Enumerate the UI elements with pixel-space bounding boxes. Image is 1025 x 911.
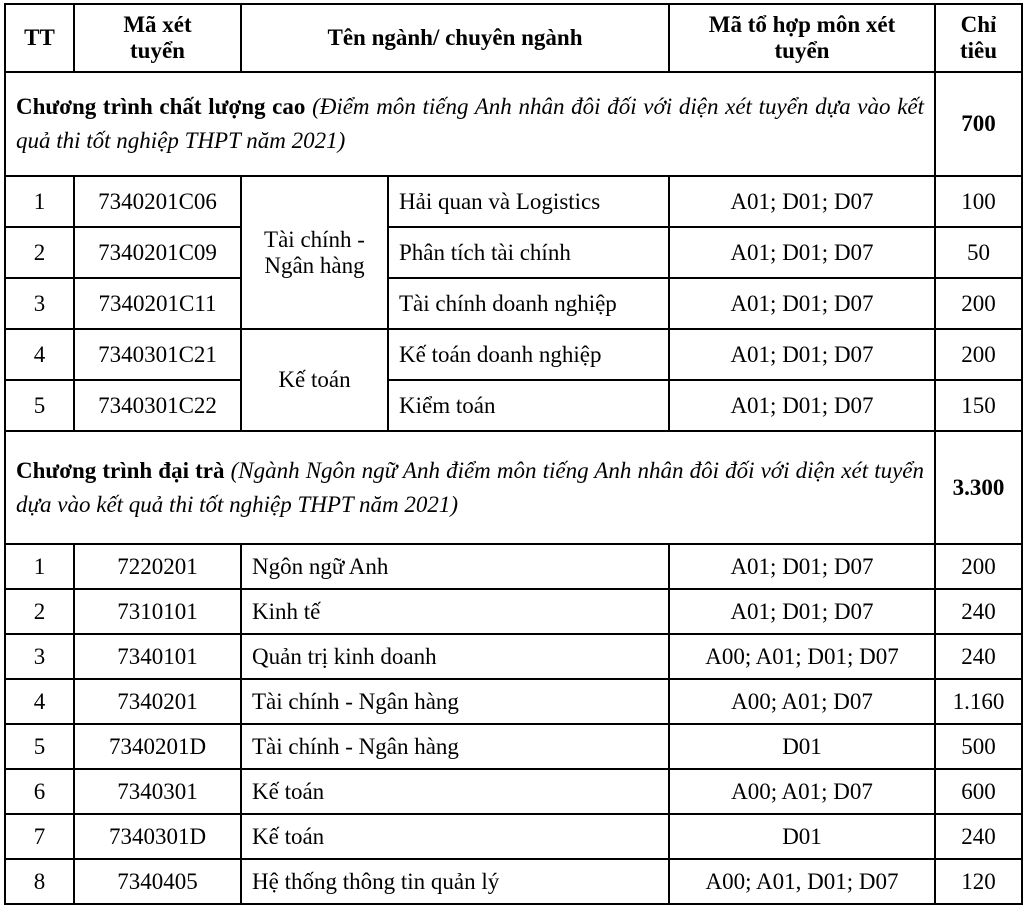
cell-combo: A00; A01, D01; D07 <box>669 859 935 904</box>
admission-quota-table <box>4 3 1023 905</box>
section-note: (Điểm môn tiếng Anh nhân đôi đối với diện xét tuyển dựa vào kết quả thi tốt nghiệp THPT năm 2021) <box>16 94 925 153</box>
cell-specialization: Phân tích tài chính <box>388 227 669 278</box>
cell-major: Kế toán <box>241 329 388 431</box>
cell-quota: 600 <box>935 769 1022 814</box>
cell-tt: 2 <box>5 589 74 634</box>
cell-specialization: Kế toán doanh nghiệp <box>388 329 669 380</box>
section-description <box>5 431 935 544</box>
cell-name: Tài chính - Ngân hàng <box>241 724 669 769</box>
cell-code: 7340201C09 <box>74 227 241 278</box>
table-row <box>5 859 1022 904</box>
header-code-label: Mã xét tuyển <box>123 12 192 63</box>
table-row <box>5 380 1022 431</box>
section-row-high-quality <box>5 72 1022 176</box>
cell-major <box>241 176 388 329</box>
table-row <box>5 227 1022 278</box>
cell-specialization: Tài chính doanh nghiệp <box>388 278 669 329</box>
cell-tt: 1 <box>5 544 74 589</box>
cell-name: Kế toán <box>241 814 669 859</box>
cell-code: 7340201C06 <box>74 176 241 227</box>
table-row <box>5 278 1022 329</box>
table-row <box>5 679 1022 724</box>
cell-quota: 240 <box>935 589 1022 634</box>
section-title: Chương trình chất lượng cao <box>16 94 306 119</box>
table-row <box>5 544 1022 589</box>
cell-quota: 1.160 <box>935 679 1022 724</box>
cell-code: 7340201C11 <box>74 278 241 329</box>
header-tt: TT <box>5 4 74 72</box>
cell-tt: 3 <box>5 278 74 329</box>
cell-combo: A00; A01; D01; D07 <box>669 634 935 679</box>
section-total: 700 <box>935 72 1022 176</box>
table-row <box>5 814 1022 859</box>
table-row <box>5 634 1022 679</box>
cell-combo: D01 <box>669 814 935 859</box>
major-label: Tài chính - Ngân hàng <box>264 226 365 278</box>
table-row <box>5 724 1022 769</box>
cell-tt: 7 <box>5 814 74 859</box>
cell-specialization: Hải quan và Logistics <box>388 176 669 227</box>
cell-combo: D01 <box>669 724 935 769</box>
table-row <box>5 176 1022 227</box>
section-title: Chương trình đại trà <box>16 457 225 483</box>
cell-quota: 240 <box>935 634 1022 679</box>
cell-name: Kinh tế <box>241 589 669 634</box>
cell-name: Ngôn ngữ Anh <box>241 544 669 589</box>
cell-tt: 3 <box>5 634 74 679</box>
cell-combo: A00; A01; D07 <box>669 679 935 724</box>
header-quota-label: Chỉ tiêu <box>959 12 998 63</box>
cell-tt: 2 <box>5 227 74 278</box>
cell-combo: A01; D01; D07 <box>669 227 935 278</box>
cell-code: 7340301C22 <box>74 380 241 431</box>
cell-quota: 200 <box>935 544 1022 589</box>
cell-combo: A00; A01; D07 <box>669 769 935 814</box>
cell-tt: 5 <box>5 724 74 769</box>
cell-quota: 200 <box>935 278 1022 329</box>
cell-quota: 120 <box>935 859 1022 904</box>
header-quota <box>935 4 1022 72</box>
admission-table-container <box>4 3 1023 905</box>
header-name: Tên ngành/ chuyên ngành <box>241 4 669 72</box>
cell-name: Tài chính - Ngân hàng <box>241 679 669 724</box>
cell-tt: 4 <box>5 329 74 380</box>
cell-combo: A01; D01; D07 <box>669 589 935 634</box>
cell-name: Hệ thống thông tin quản lý <box>241 859 669 904</box>
table-row <box>5 329 1022 380</box>
cell-quota: 50 <box>935 227 1022 278</box>
cell-quota: 150 <box>935 380 1022 431</box>
table-row <box>5 589 1022 634</box>
cell-quota: 200 <box>935 329 1022 380</box>
cell-specialization: Kiểm toán <box>388 380 669 431</box>
header-code <box>74 4 241 72</box>
cell-combo: A01; D01; D07 <box>669 176 935 227</box>
header-row <box>5 4 1022 72</box>
header-combo <box>669 4 935 72</box>
cell-combo: A01; D01; D07 <box>669 380 935 431</box>
cell-code: 7340301 <box>74 769 241 814</box>
section-note: (Ngành Ngôn ngữ Anh điểm môn tiếng Anh nhân đôi đối với diện xét tuyển dựa vào kết quả thi tốt nghiệp THPT năm 2021) <box>16 457 925 517</box>
cell-quota: 240 <box>935 814 1022 859</box>
cell-name: Quản trị kinh doanh <box>241 634 669 679</box>
cell-code: 7340301D <box>74 814 241 859</box>
cell-code: 7340405 <box>74 859 241 904</box>
cell-combo: A01; D01; D07 <box>669 544 935 589</box>
section-description <box>5 72 935 176</box>
cell-combo: A01; D01; D07 <box>669 278 935 329</box>
cell-code: 7220201 <box>74 544 241 589</box>
cell-quota: 100 <box>935 176 1022 227</box>
cell-tt: 5 <box>5 380 74 431</box>
cell-tt: 6 <box>5 769 74 814</box>
cell-tt: 1 <box>5 176 74 227</box>
cell-combo: A01; D01; D07 <box>669 329 935 380</box>
cell-code: 7340201D <box>74 724 241 769</box>
cell-code: 7340201 <box>74 679 241 724</box>
section-total: 3.300 <box>935 431 1022 544</box>
table-row <box>5 769 1022 814</box>
cell-code: 7310101 <box>74 589 241 634</box>
header-combo-label: Mã tổ hợp môn xét tuyển <box>708 12 896 63</box>
cell-name: Kế toán <box>241 769 669 814</box>
section-row-standard <box>5 431 1022 544</box>
cell-quota: 500 <box>935 724 1022 769</box>
cell-tt: 4 <box>5 679 74 724</box>
cell-tt: 8 <box>5 859 74 904</box>
cell-code: 7340101 <box>74 634 241 679</box>
cell-code: 7340301C21 <box>74 329 241 380</box>
